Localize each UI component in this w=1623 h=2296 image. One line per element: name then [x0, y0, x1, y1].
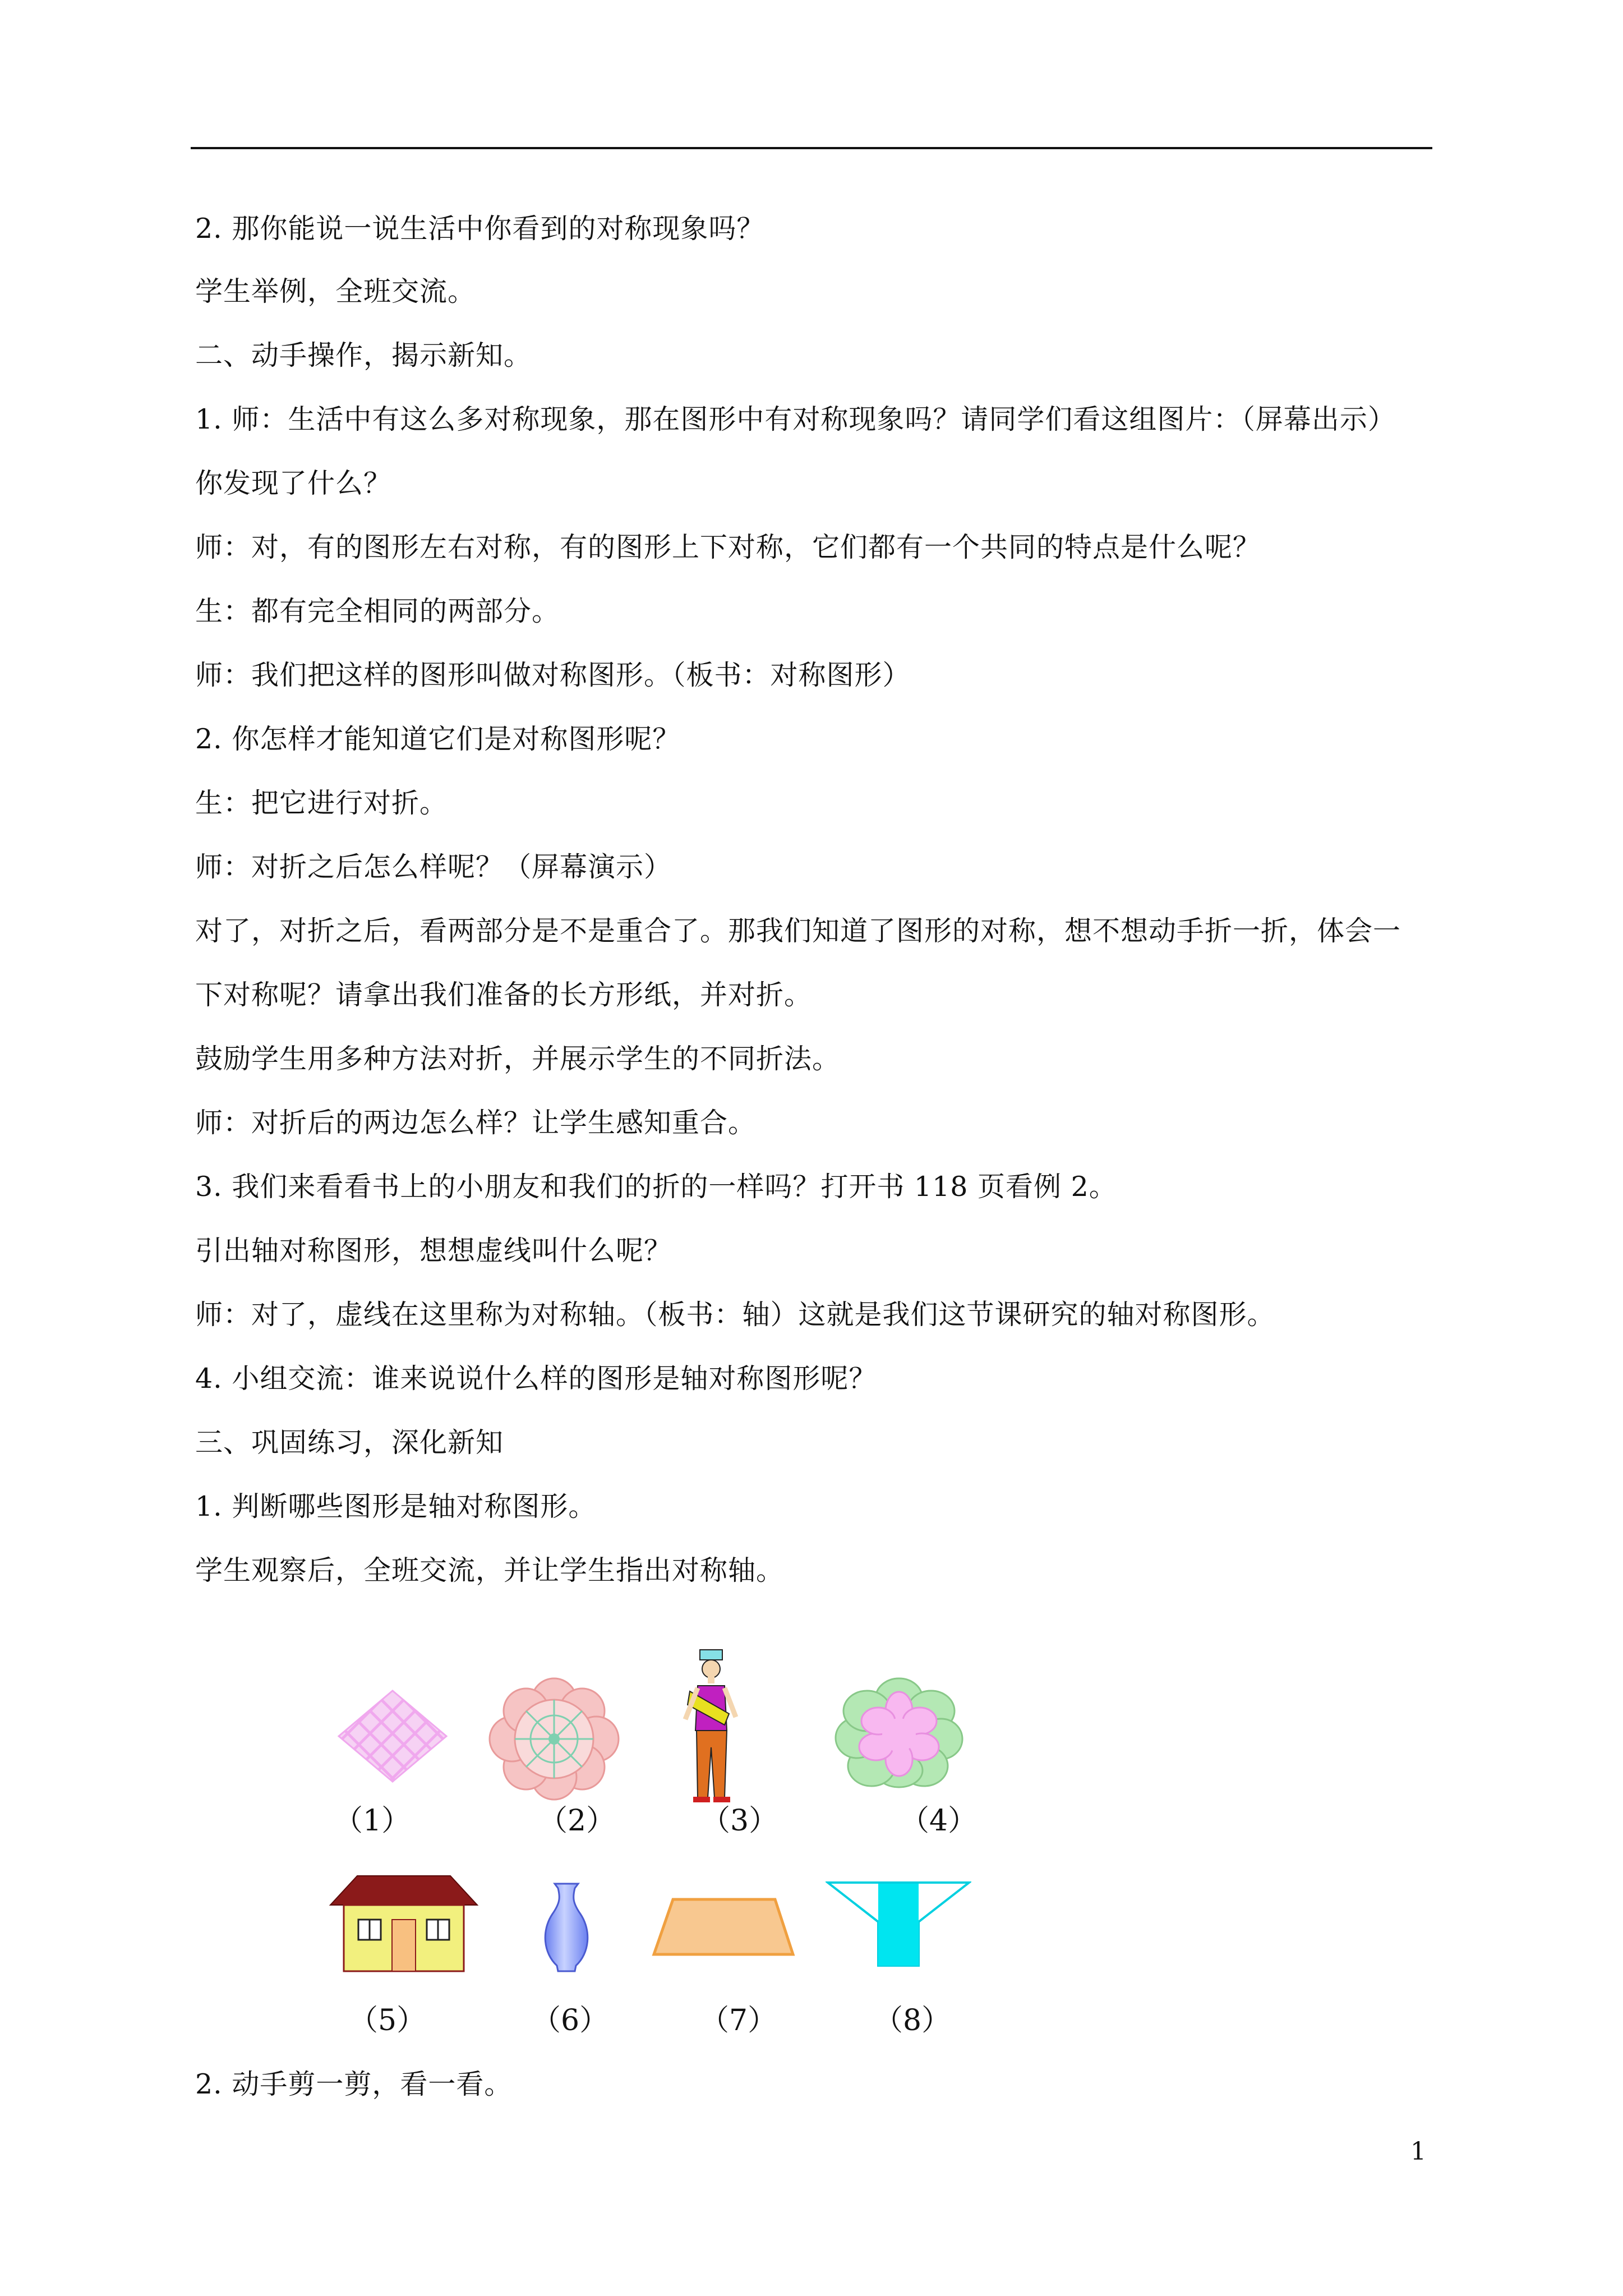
flower-wheel-icon [487, 1677, 621, 1801]
page-number: 1 [1410, 2137, 1426, 2166]
paragraph-line: 生：都有完全相同的两部分。 [195, 595, 560, 627]
paragraph-line: 2. 你怎样才能知道它们是对称图形呢？ [195, 723, 681, 755]
paragraph-line: 三、巩固练习，深化新知 [195, 1427, 504, 1458]
paragraph-line: 鼓励学生用多种方法对折，并展示学生的不同折法。 [195, 1043, 841, 1075]
figure-label: （8） [874, 2004, 951, 2037]
paragraph-line: 1. 判断哪些图形是轴对称图形。 [195, 1490, 597, 1522]
figure-label: （7） [700, 2004, 777, 2037]
header-rule [191, 147, 1432, 149]
paragraph-line: 师：对了，虚线在这里称为对称轴。（板书：轴）这就是我们这节课研究的轴对称图形。 [195, 1299, 1275, 1331]
funnel-shape-icon [826, 1879, 971, 1969]
figure-label: （4） [900, 1804, 978, 1838]
person-icon [673, 1646, 751, 1809]
flower-icon [834, 1676, 963, 1788]
paragraph-line: 师：对折后的两边怎么样？让学生感知重合。 [195, 1107, 757, 1139]
paragraph-line: 2. 动手剪一剪，看一看。 [195, 2068, 513, 2100]
paragraph-line: 二、动手操作，揭示新知。 [195, 339, 532, 371]
lattice-icon [336, 1688, 449, 1784]
paragraph-line: 学生观察后，全班交流，并让学生指出对称轴。 [195, 1554, 785, 1586]
paragraph-line: 引出轴对称图形，想想虚线叫什么呢？ [195, 1235, 672, 1267]
house-icon [328, 1874, 479, 1975]
paragraph-line: 2. 那你能说一说生活中你看到的对称现象吗？ [195, 213, 765, 245]
paragraph-line: 学生举例，全班交流。 [195, 275, 476, 307]
paragraph-line: 你发现了什么？ [195, 467, 392, 499]
paragraph-line: 3. 我们来看看书上的小朋友和我们的折的一样吗？打开书 118 页看例 2。 [195, 1171, 1117, 1203]
paragraph-line: 下对称呢？请拿出我们准备的长方形纸，并对折。 [195, 979, 813, 1011]
paragraph-line: 对了，对折之后，看两部分是不是重合了。那我们知道了图形的对称，想不想动手折一折，体会一 [195, 915, 1401, 947]
figure-label: （1） [334, 1804, 411, 1838]
paragraph-line: 生：把它进行对折。 [195, 787, 448, 819]
paragraph-line: 师：对，有的图形左右对称，有的图形上下对称，它们都有一个共同的特点是什么呢？ [195, 531, 1261, 563]
figure-label: （2） [538, 1804, 616, 1838]
paragraph-line: 1. 师：生活中有这么多对称现象，那在图形中有对称现象吗？请同学们看这组图片：（屏幕出示） [195, 403, 1396, 435]
figure-label: （5） [349, 2004, 426, 2037]
paragraph-line: 4. 小组交流：谁来说说什么样的图形是轴对称图形呢？ [195, 1363, 877, 1395]
figure-label: （3） [701, 1804, 778, 1838]
figure-label: （6） [532, 2004, 609, 2037]
paragraph-line: 师：对折之后怎么样呢？（屏幕演示） [195, 851, 672, 883]
paragraph-line: 师：我们把这样的图形叫做对称图形。（板书：对称图形） [195, 659, 911, 691]
trapezoid-icon [651, 1896, 796, 1958]
vase-icon [536, 1880, 597, 1976]
